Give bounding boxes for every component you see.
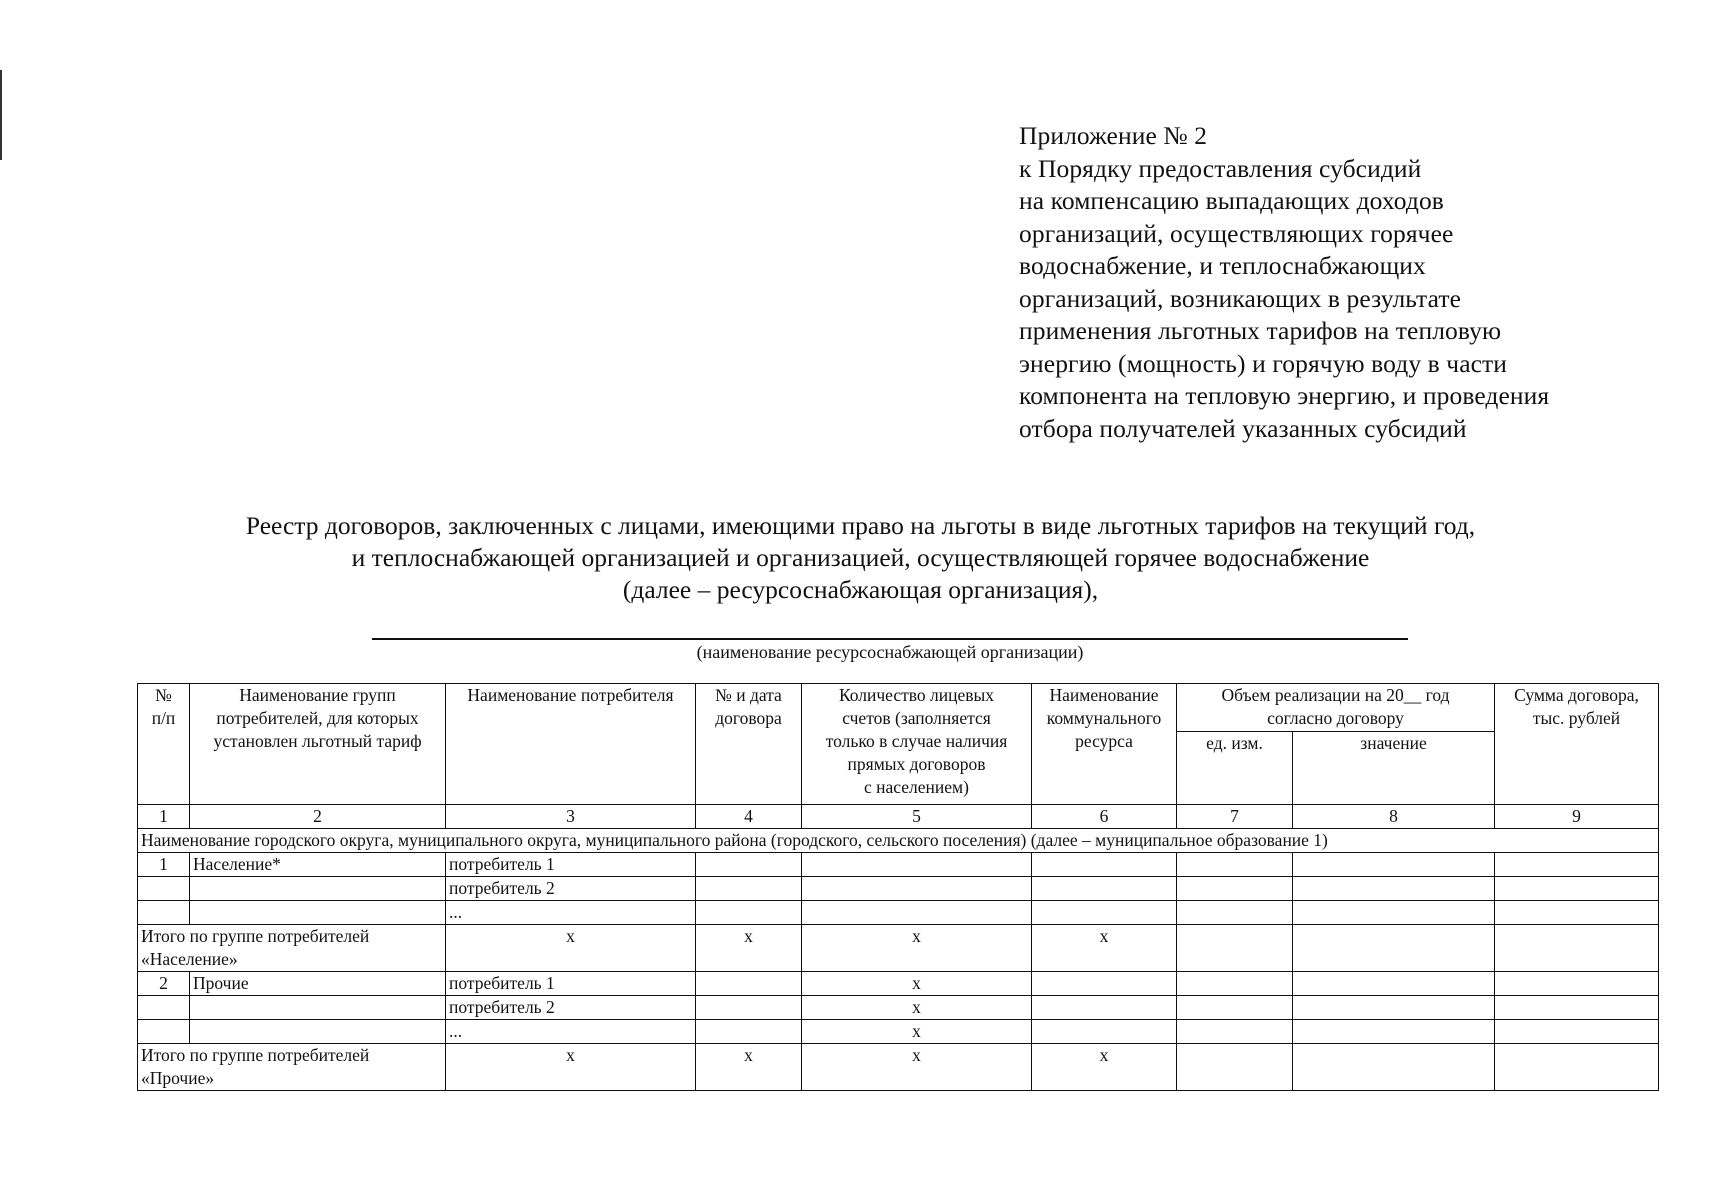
appendix-line: водоснабжение, и теплоснабжающих (1019, 251, 1426, 280)
consumer-name: потребитель 2 (446, 996, 696, 1020)
x-mark: x (802, 1044, 1032, 1091)
header-text: Наименование потребителя (467, 685, 674, 705)
header-text: Сумма договора, (1514, 685, 1639, 705)
title-line: и теплоснабжающей организацией и организацией, осуществляющей горячее водоснабжение (351, 543, 1370, 572)
column-number: 5 (802, 805, 1032, 829)
column-number: 9 (1495, 805, 1659, 829)
table-row (138, 877, 1659, 901)
resource-cell (1032, 901, 1177, 925)
header-text: тыс. рублей (1532, 708, 1621, 728)
appendix-line: Приложение № 2 (1019, 121, 1208, 150)
header-resource (1032, 684, 1177, 805)
total-label-line: Итого по группе потребителей (141, 926, 370, 946)
table-row (138, 853, 1659, 877)
organization-caption: (наименование ресурсоснабжающей организации) (696, 642, 1084, 662)
resource-cell (1032, 1020, 1177, 1044)
table-row (138, 996, 1659, 1020)
x-mark: x (802, 1020, 1032, 1044)
contract-cell (696, 853, 802, 877)
appendix-line: организаций, возникающих в результате (1019, 283, 1462, 313)
x-mark: x (1032, 925, 1177, 972)
sum-cell (1495, 1044, 1659, 1091)
header-text: № (155, 685, 172, 705)
group-name: Население* (190, 853, 446, 877)
consumer-name: ... (446, 1020, 696, 1044)
contract-cell (696, 972, 802, 996)
appendix-line: к Порядку предоставления субсидий (1019, 153, 1422, 183)
resource-cell (1032, 996, 1177, 1020)
group-name: Прочие (190, 972, 446, 996)
group-number (138, 901, 190, 925)
header-text: Количество лицевых (838, 685, 995, 705)
header-text: счетов (заполняется (842, 708, 991, 728)
table-row (138, 901, 1659, 925)
header-sum (1495, 684, 1659, 805)
header-consumer (446, 684, 696, 805)
consumer-name: ... (446, 901, 696, 925)
group-name (190, 901, 446, 925)
group-number: 2 (138, 972, 190, 996)
x-mark: x (696, 1044, 802, 1091)
header-text: Наименование групп (239, 685, 396, 705)
unit-cell (1177, 925, 1293, 972)
header-text: № и дата (715, 685, 782, 705)
resource-cell (1032, 972, 1177, 996)
value-cell (1293, 877, 1495, 901)
sum-cell (1495, 996, 1659, 1020)
appendix-line: отбора получателей указанных субсидий (1019, 413, 1467, 443)
title-line: Реестр договоров, заключенных с лицами, имеющими право на льготы в виде льготных тарифов на текущий год, (245, 511, 1476, 540)
header-text: коммунального (1046, 708, 1162, 728)
header-text: п/п (151, 708, 176, 728)
group-name (190, 996, 446, 1020)
group-number (138, 996, 190, 1020)
consumer-name: потребитель 2 (446, 877, 696, 901)
appendix-line: на компенсацию выпадающих доходов (1019, 186, 1444, 215)
header-value: значение (1293, 732, 1495, 805)
group-number (138, 1020, 190, 1044)
header-text: договора (715, 708, 782, 728)
column-number: 3 (446, 805, 696, 829)
accounts-cell (802, 877, 1032, 901)
column-number: 2 (190, 805, 446, 829)
header-unit: ед. изм. (1177, 732, 1293, 805)
value-cell (1293, 925, 1495, 972)
header-volume (1177, 684, 1495, 732)
contract-cell (696, 996, 802, 1020)
group-number: 1 (138, 853, 190, 877)
unit-cell (1177, 1020, 1293, 1044)
accounts-cell (802, 901, 1032, 925)
appendix-line: энергию (мощность) и горячую воду в части (1019, 348, 1508, 378)
value-cell (1293, 996, 1495, 1020)
value-cell (1293, 1044, 1495, 1091)
column-number: 4 (696, 805, 802, 829)
total-label-line: «Население» (141, 949, 238, 969)
appendix-block (1019, 120, 1549, 445)
x-mark: x (802, 925, 1032, 972)
header-accounts (802, 684, 1032, 805)
x-mark: x (446, 1044, 696, 1091)
header-contract (696, 684, 802, 805)
unit-cell (1177, 901, 1293, 925)
column-number: 7 (1177, 805, 1293, 829)
contract-cell (696, 877, 802, 901)
unit-cell (1177, 996, 1293, 1020)
resource-cell (1032, 853, 1177, 877)
sum-cell (1495, 1020, 1659, 1044)
value-cell (1293, 972, 1495, 996)
appendix-line: компонента на тепловую энергию, и проведения (1019, 381, 1550, 410)
sum-cell (1495, 972, 1659, 996)
appendix-line: организаций, осуществляющих горячее (1019, 218, 1454, 248)
header-row (138, 684, 1659, 732)
column-number-row (138, 805, 1659, 829)
contract-cell (696, 901, 802, 925)
header-num (138, 684, 190, 805)
unit-cell (1177, 853, 1293, 877)
accounts-cell (802, 853, 1032, 877)
document-title (0, 510, 1721, 606)
group-name (190, 877, 446, 901)
unit-cell (1177, 877, 1293, 901)
resource-cell (1032, 877, 1177, 901)
group-total-label (138, 1044, 446, 1091)
x-mark: x (1032, 1044, 1177, 1091)
header-group (190, 684, 446, 805)
total-label-line: «Прочие» (141, 1068, 215, 1088)
x-mark: x (802, 996, 1032, 1020)
group-total-row (138, 925, 1659, 972)
header-text: только в случае наличия (825, 731, 1008, 751)
x-mark: x (802, 972, 1032, 996)
column-number: 8 (1293, 805, 1495, 829)
value-cell (1293, 1020, 1495, 1044)
sum-cell (1495, 853, 1659, 877)
register-table (137, 683, 1659, 1091)
sum-cell (1495, 901, 1659, 925)
header-text: согласно договору (1267, 708, 1404, 728)
group-total-label (138, 925, 446, 972)
table-row (138, 1020, 1659, 1044)
header-text: Наименование (1049, 685, 1159, 705)
x-mark: x (446, 925, 696, 972)
scan-edge-mark (0, 70, 2, 160)
value-cell (1293, 853, 1495, 877)
header-text: прямых договоров (847, 754, 986, 774)
sum-cell (1495, 877, 1659, 901)
column-number: 6 (1032, 805, 1177, 829)
contract-cell (696, 1020, 802, 1044)
header-text: ресурса (1075, 731, 1133, 751)
unit-cell (1177, 972, 1293, 996)
header-text: потребителей, для которых (216, 708, 419, 728)
group-name (190, 1020, 446, 1044)
group-number (138, 877, 190, 901)
unit-cell (1177, 1044, 1293, 1091)
column-number: 1 (138, 805, 190, 829)
group-total-row (138, 1044, 1659, 1091)
header-text: установлен льготный тариф (213, 731, 422, 751)
total-label-line: Итого по группе потребителей (141, 1045, 370, 1065)
consumer-name: потребитель 1 (446, 853, 696, 877)
municipality-row (138, 829, 1659, 853)
title-line: (далее – ресурсоснабжающая организация), (622, 575, 1099, 604)
header-text: с населением) (864, 777, 969, 797)
x-mark: x (696, 925, 802, 972)
consumer-name: потребитель 1 (446, 972, 696, 996)
sum-cell (1495, 925, 1659, 972)
appendix-line: применения льготных тарифов на тепловую (1019, 316, 1502, 345)
table-row (138, 972, 1659, 996)
value-cell (1293, 901, 1495, 925)
header-text: Объем реализации на 20__ год (1221, 685, 1450, 705)
municipality-name: Наименование городского округа, муниципального округа, муниципального района (городского, сельского поселения) (далее – муниципальное образование 1) (138, 829, 1659, 853)
